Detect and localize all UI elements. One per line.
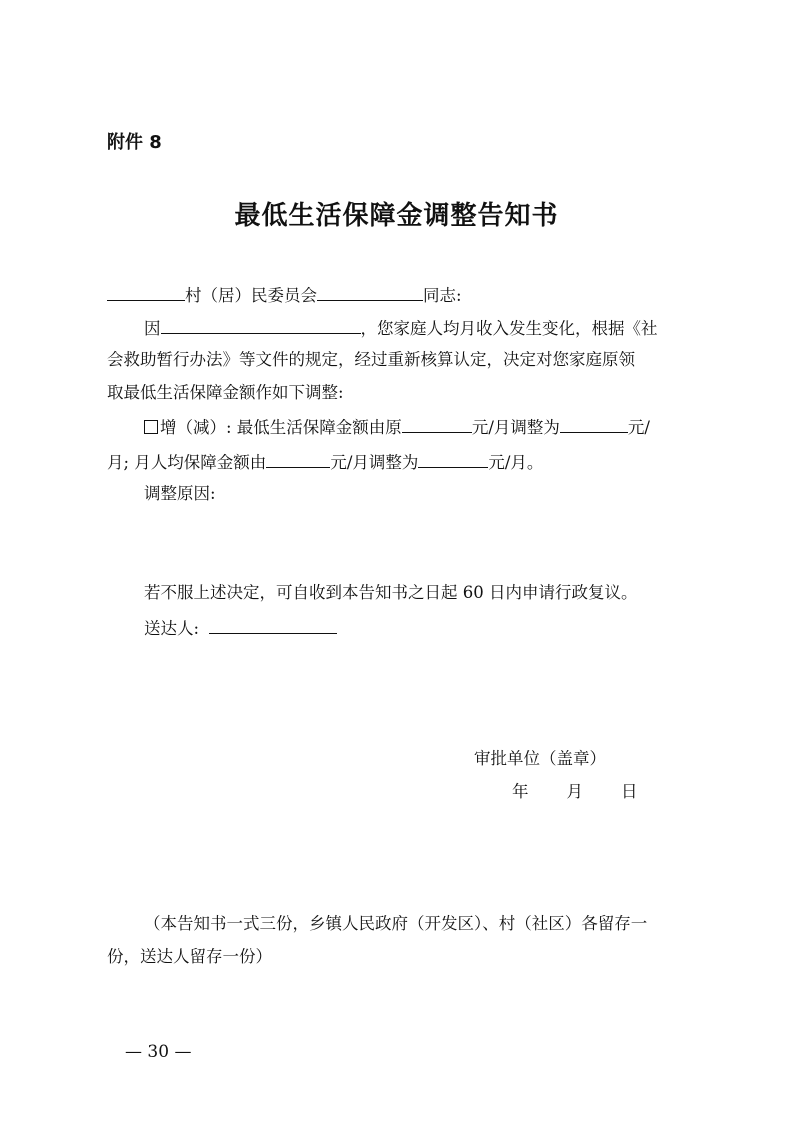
- per-capita-label: 月; 月人均保障金额由: [107, 453, 267, 472]
- day-label: 日: [621, 782, 638, 801]
- per-capita-line: [107, 451, 543, 473]
- addressee-line: [107, 284, 462, 306]
- unit-adjust-text: 元/月调整为: [330, 453, 419, 472]
- year-label: 年: [512, 782, 529, 801]
- original-amount-blank[interactable]: [402, 416, 472, 433]
- reason-blank[interactable]: [161, 317, 361, 334]
- adjust-checkbox[interactable]: [144, 420, 158, 434]
- page-number: — 30 —: [125, 1042, 192, 1062]
- per-capita-new-blank[interactable]: [418, 451, 488, 468]
- comrade-text: 同志:: [423, 286, 462, 305]
- adjustment-line: [144, 416, 650, 438]
- appeal-notice: 若不服上述决定，可自收到本告知书之日起 60 日内申请行政复议。: [144, 583, 638, 602]
- because-text: 因: [144, 319, 161, 338]
- deliverer-line: [144, 617, 337, 639]
- deliverer-label: 送达人:: [144, 619, 200, 638]
- paragraph-line-2: 会救助暂行办法》等文件的规定，经过重新核算认定，决定对您家庭原领: [107, 350, 635, 369]
- per-capita-original-blank[interactable]: [266, 451, 330, 468]
- note-line-1: （本告知书一式三份，乡镇人民政府（开发区）、村（社区）各留存一: [144, 914, 648, 933]
- paragraph-line-1: [144, 317, 658, 339]
- paragraph-text: ，您家庭人均月收入发生变化，根据《社: [360, 319, 658, 338]
- unit-adjust-text: 元/月调整为: [471, 418, 560, 437]
- deliverer-blank[interactable]: [209, 617, 337, 634]
- document-title: 最低生活保障金调整告知书: [234, 201, 559, 231]
- name-blank[interactable]: [317, 284, 423, 301]
- reason-label: 调整原因:: [144, 484, 216, 503]
- paragraph-line-3: 取最低生活保障金额作如下调整:: [107, 383, 344, 402]
- note-line-2: 份，送达人留存一份）: [107, 947, 272, 966]
- village-blank[interactable]: [107, 284, 185, 301]
- new-amount-blank[interactable]: [560, 416, 628, 433]
- date-line: [512, 782, 638, 802]
- attachment-label: 附件 8: [107, 132, 162, 153]
- month-label: 月: [566, 782, 583, 801]
- village-committee-text: 村（居）民委员会: [185, 286, 317, 305]
- unit-text: 元/: [627, 418, 650, 437]
- approval-unit-seal: 审批单位（盖章）: [474, 749, 606, 768]
- unit-month-text: 元/月。: [488, 453, 544, 472]
- adjust-label: 增（减）: 最低生活保障金额由原: [160, 418, 402, 437]
